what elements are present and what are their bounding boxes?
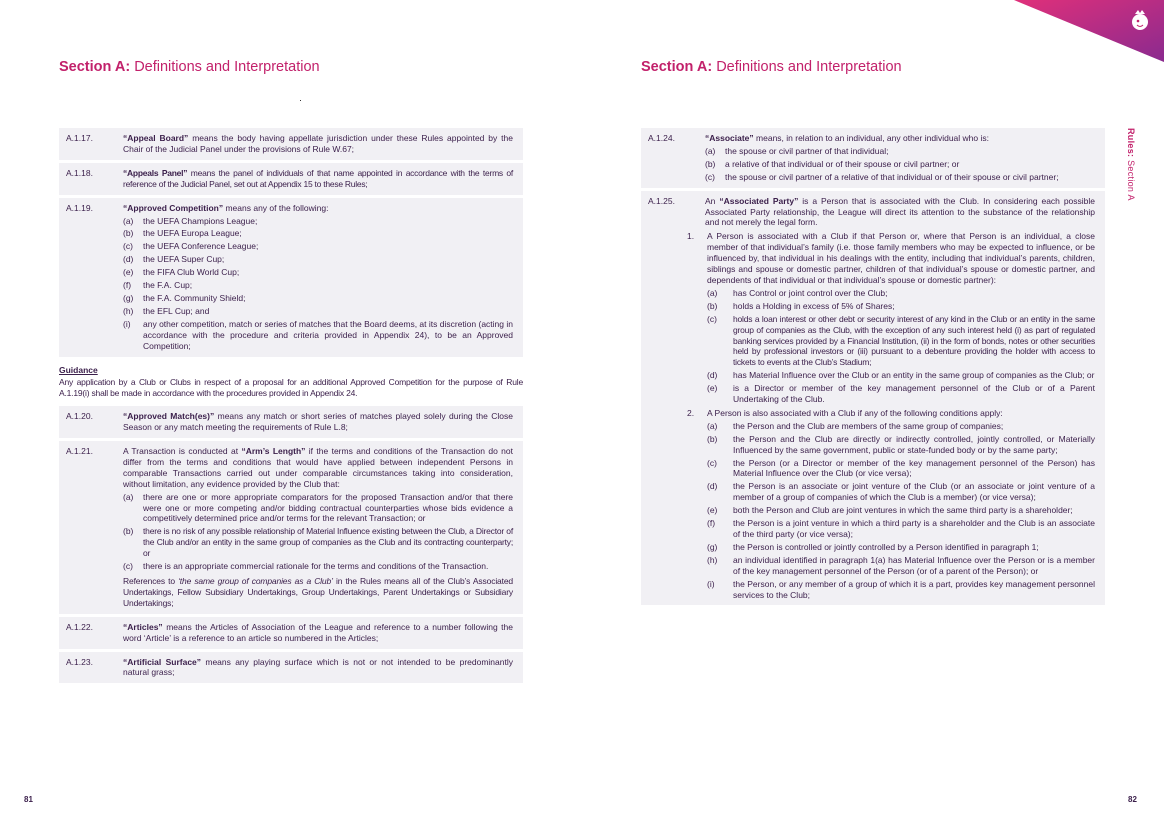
rule-a-1-18: A.1.18. “Appeals Panel” means the panel of individuals of that name appointed in accordance with the terms of reference of the Judicial Panel, set out at Appendix 15 to these Rules; <box>59 163 523 195</box>
rule-a-1-21: A.1.21. A Transaction is conducted at “Arm’s Length” if the terms and conditions of the Transaction do not differ from the terms and conditions that would have applied between independent Persons in comparable Transactions carried out under comparable circumstances taking into consideration, without limitation, any evidence provided by the Club that: (a) there are one or more appropriate comparators for the proposed Transaction and/or that there were one or more competing and/or bidding contractual counterparties whose bids evidence a competitively determined price and/or terms for the relevant Transaction; or (b) there is no risk of any possible relationship of Material Influence existing between the Club, a Director of the Club and/or an entity in the same group of companies as the Club and its contracting counterparty; or (c) there is an appropriate commercial rationale for the terms and conditions of the Transaction. References to ‘the same group of companies as a Club’ in the Rules means all of the Club’s Associated Undertakings, Fellow Subsidiary Undertakings, Group Undertakings, Parent Undertakings or Subsidiary Undertakings; <box>59 441 523 614</box>
list-item: (f) the Person is a joint venture in which a third party is a shareholder and the Club is an associate of the third party (or vice versa); <box>707 518 1095 539</box>
list-item: (b) there is no risk of any possible relationship of Material Influence existing between the Club, a Director of the Club and/or an entity in the same group of companies as the Club and its contracting counterparty; or <box>123 526 513 559</box>
corner-decoration <box>1014 0 1164 70</box>
page-number-left: 81 <box>24 795 33 804</box>
list-item: (a) the Person and the Club are members of the same group of companies; <box>707 420 1004 431</box>
list-item: (d) the UEFA Super Cup; <box>123 254 225 265</box>
stray-mark <box>300 100 301 101</box>
list-item: (i) any other competition, match or series of matches that the Board deems, at its discretion (acting in accordance with the procedure and criteria provided in Appendix 24), to be an Approved Competition; <box>123 318 513 351</box>
list-item: (c) the UEFA Conference League; <box>123 241 259 252</box>
side-section-label: Rules: Section A <box>1126 128 1136 201</box>
guidance-text: Any application by a Club or Clubs in respect of a proposal for an additional Approved Competition for the purpose of Rule A.1.19(i) shall be made in accordance with the procedures provided in Appendix 24. <box>59 377 523 399</box>
list-item: (e) both the Person and Club are joint ventures in which the same third party is a shareholder; <box>707 505 1073 516</box>
page-title-left: Section A: Definitions and Interpretation <box>59 59 320 75</box>
paragraph-2: 2. A Person is also associated with a Club if any of the following conditions apply: (a) the Person and the Club are members of the same group of companies; (b) the Person and the Club are directly or indirectly controlled, jointly controlled, or Materially Influenced by the same government, public or state-funded body or by the same party; (c) the Person (or a Director or member of the key management personnel of the Person) has Material Influence over the Club (or vice versa); (d) the Person is an associate or joint venture of the Club (or an associate or joint venture of a member of a group of companies of which the Club is a member) (or vice versa); (e) both the Person and Club are joint ventures in which the same third party is a shareholder; (f) the Person is a joint venture in which a third party is a shareholder and the Club is an associate of the third party (or vice versa); (g) the Person is controlled or jointly controlled by a Person identified in paragraph 1; (h) an individual identified in paragraph 1(a) has Material Influence over the Person or is a member of the key management personnel of the Person (or of a parent of the Person); or (i) the Person, or any member of a group of which it is a part, provides key management personnel services to the Club; <box>687 407 1095 600</box>
list-item: (b) the UEFA Europa League; <box>123 228 242 239</box>
rule-a-1-20: A.1.20. “Approved Match(es)” means any match or short series of matches played solely during the Close Season or any match meeting the requirements of Rule L.8; <box>59 406 523 438</box>
list-item: (c) the spouse or civil partner of a relative of that individual or of their spouse or civil partner; <box>705 171 1059 182</box>
reference-note: References to ‘the same group of companies as a Club’ in the Rules means all of the Club’s Associated Undertakings, Fellow Subsidiary Undertakings, Group Undertakings, Parent Undertakings or Subsidiary Undertakings; <box>123 576 513 608</box>
list-item: (h) the EFL Cup; and <box>123 305 210 316</box>
list-item: (b) holds a Holding in excess of 5% of Shares; <box>707 300 895 311</box>
rule-a-1-22: A.1.22. “Articles” means the Articles of Association of the League and reference to a number following the word ‘Article’ is a reference to an article so numbered in the Articles; <box>59 617 523 649</box>
list-item: (c) there is an appropriate commercial rationale for the terms and conditions of the Transaction. <box>123 561 489 572</box>
list-item: (e) is a Director or member of the key management personnel of the Club or of a Parent Undertaking of the Club. <box>707 383 1095 405</box>
list-item: (a) the spouse or civil partner of that individual; <box>705 145 889 156</box>
list-item: (g) the Person is controlled or jointly controlled by a Person identified in paragraph 1; <box>707 541 1039 552</box>
list-item: (a) has Control or joint control over the Club; <box>707 287 888 298</box>
left-column <box>59 128 523 686</box>
list-item: (c) holds a loan interest or other debt or security interest of any kind in the Club or an entity in the same group of companies as the Club, with the exception of any such interest held (i) as part of regulated banking services provided by a Financial Institution, (ii) in the form of bonds, notes or other securities held by professional investors or (iii) pursuant to a debenture providing the holder with access to tickets to events at the Club’s Stadium; <box>707 313 1095 368</box>
guidance-block <box>59 365 523 400</box>
list-item: (b) a relative of that individual or of their spouse or civil partner; or <box>705 158 960 169</box>
page-number-right: 82 <box>1128 795 1137 804</box>
rule-a-1-19: A.1.19. “Approved Competition” means any of the following: (a) the UEFA Champions League; (b) the UEFA Europa League; (c) the UEFA Conference League; (d) the UEFA Super Cup; (e) the FIFA Club World Cup; (f) the F.A. Cup; (g) the F.A. Community Shield; (h) the EFL Cup; and (i) any other competition, match or series of matches that the Board deems, at its discretion (acting in accordance with the procedure and criteria provided in Appendix 24), to be an Approved Competition; <box>59 198 523 357</box>
right-column <box>641 128 1105 608</box>
page-title-right: Section A: Definitions and Interpretation <box>641 59 902 75</box>
list-item: (d) has Material Influence over the Club or an entity in the same group of companies as the Club; or <box>707 370 1095 381</box>
paragraph-1: 1. A Person is associated with a Club if that Person or, where that Person is an individual, a close member of that individual’s family (i.e. those family members who may be expected to influence, or be influenced by, that individual in his dealings with the entity, including that individual’s parents, children, siblings and spouse or domestic partner, children of that individual’s spouse or domestic partner, and dependents of that individual or that individual’s spouse or domestic partner): (a) has Control or joint control over the Club; (b) holds a Holding in excess of 5% of Shares; (c) holds a loan interest or other debt or security interest of any kind in the Club or an entity in the same group of companies as the Club, with the exception of any such interest held (i) as part of regulated banking services provided by a Financial Institution, (ii) in the form of bonds, notes or other securities held by professional investors or (iii) pursuant to a debenture providing the holder with access to tickets to events at the Club’s Stadium; (d) has Material Influence over the Club or an entity in the same group of companies as the Club; or (e) is a Director or member of the key management personnel of the Club or of a Parent Undertaking of the Club. <box>687 231 1095 405</box>
list-item: (g) the F.A. Community Shield; <box>123 292 246 303</box>
list-item: (e) the FIFA Club World Cup; <box>123 267 240 278</box>
list-item: (a) the UEFA Champions League; <box>123 215 258 226</box>
list-item: (a) there are one or more appropriate comparators for the proposed Transaction and/or that there were one or more competing and/or bidding contractual counterparties whose bids evidence a competitively determined price and/or terms for the relevant Transaction; or <box>123 491 513 524</box>
guidance-heading: Guidance <box>59 364 98 375</box>
list-item: (d) the Person is an associate or joint venture of the Club (or an associate or joint venture of a member of a group of companies of which the Club is a member) (or vice versa); <box>707 481 1095 503</box>
rule-a-1-24: A.1.24. “Associate” means, in relation to an individual, any other individual who is: (a) the spouse or civil partner of that individual; (b) a relative of that individual or of their spouse or civil partner; or (c) the spouse or civil partner of a relative of that individual or of their spouse or civil partner; <box>641 128 1105 188</box>
list-item: (h) an individual identified in paragraph 1(a) has Material Influence over the Person or is a member of the key management personnel of the Person (or of a parent of the Person); or <box>707 554 1095 576</box>
list-item: (f) the F.A. Cup; <box>123 280 193 291</box>
list-item: (i) the Person, or any member of a group of which it is a part, provides key management personnel services to the Club; <box>707 578 1095 600</box>
list-item: (b) the Person and the Club are directly or indirectly controlled, jointly controlled, or Materially Influenced by the same government, public or state-funded body or by the same party; <box>707 433 1095 455</box>
rule-a-1-23: A.1.23. “Artificial Surface” means any playing surface which is not or not intended to be predominantly natural grass; <box>59 652 523 684</box>
rule-a-1-17: A.1.17. “Appeal Board” means the body having appellate jurisdiction under these Rules appointed by the Chair of the Judicial Panel under the provisions of Rule W.67; <box>59 128 523 160</box>
list-item: (c) the Person (or a Director or member of the key management personnel of the Person) has Material Influence over the Club (or vice versa); <box>707 457 1095 479</box>
rule-a-1-25: A.1.25. An “Associated Party” is a Person that is associated with the Club. In considering each possible Associated Party relationship, the League will direct its attention to the substance of the relationship and not merely the legal form. 1. A Person is associated with a Club if that Person or, where that Person is an individual, a close member of that individual’s family (i.e. those family members who may be expected to influence, or be influenced by, that individual in his dealings with the entity, including that individual’s parents, children, siblings and spouse or domestic partner, children of that individual’s spouse or domestic partner, and dependents of that individual or that individual’s spouse or domestic partner): (a) has Control or joint control over the Club; (b) holds a Holding in excess of 5% of Shares; (c) holds a loan interest or other debt or security interest of any kind in the Club or an entity in the same group of companies as the Club, with the exception of any such interest held (i) as part of regulated banking services provided by a Financial Institution, (ii) in the form of bonds, notes or other securities held by professional investors or (iii) pursuant to a debenture providing the holder with access to tickets to events at the Club’s Stadium; (d) has Material Influence over the Club or an entity in the same group of companies as the Club; or (e) is a Director or member of the key management personnel of the Club or of a Parent Undertaking of the Club. 2. A Person is also associated with a Club if any of the following conditions apply: (a) the Person and the Club are members of the same group of companies; (b) the Person and the Club are directly or indirectly controlled, jointly controlled, or Materially Influenced by the same government, public or state-funded body or by the same party; (c) the Person (or a Director or member of the key management personnel of the Person) has Material Influence over the Club (or vice versa); (d) the Person is an associate or joint venture of the Club (or an associate or joint venture of a member of a group of companies of which the Club is a member) (or vice versa); (e) both the Person and Club are joint ventures in which the same third party is a shareholder; (f) the Person is a joint venture in which a third party is a shareholder and the Club is an associate of the third party (or vice versa); (g) the Person is controlled or jointly controlled by a Person identified in paragraph 1; (h) an individual identified in paragraph 1(a) has Material Influence over the Person or is a member of the key management personnel of the Person (or of a parent of the Person); or (i) the Person, or any member of a group of which it is a part, provides key management personnel services to the Club; <box>641 191 1105 606</box>
